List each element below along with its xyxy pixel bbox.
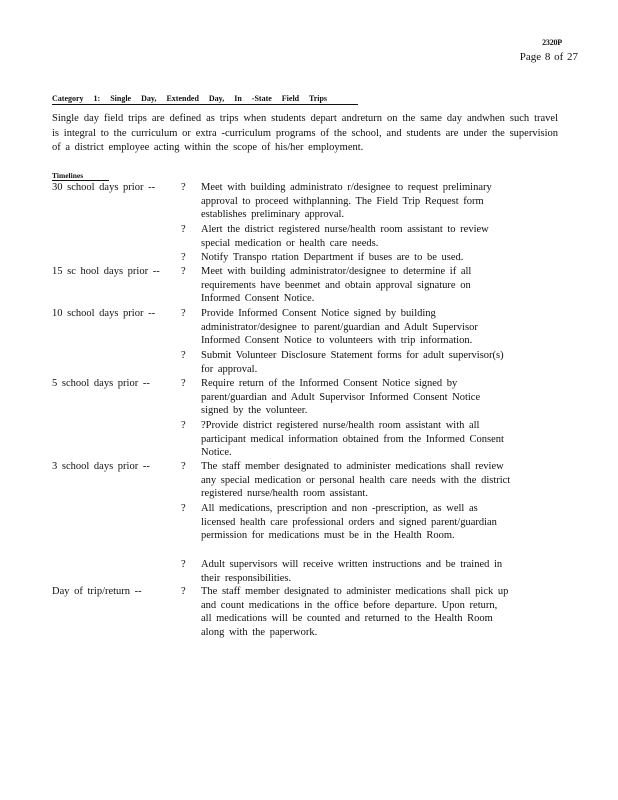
timeline-label: 3 school days prior -- bbox=[52, 461, 150, 472]
item-text: Meet with building administrato r/designee to request preliminary approval to proceed withplanning. The Field Trip Request form establishes preliminary approval. bbox=[201, 182, 492, 220]
bullet-mark: ? bbox=[181, 586, 186, 597]
timeline-label: 10 school days prior -- bbox=[52, 308, 156, 319]
item-text: Provide Informed Consent Notice signed by building administrator/designee to parent/guardian and Adult Supervisor Informed Consent Notice to volunteers with trip information. bbox=[201, 308, 478, 346]
document-code: 2320P bbox=[542, 38, 562, 47]
item-text: Meet with building administrator/designee to determine if all requirements have beenmet and obtain approval signature on Informed Consent Notice. bbox=[201, 266, 472, 304]
bullet-mark: ? bbox=[181, 224, 186, 235]
bullet-mark: ? bbox=[181, 182, 186, 193]
intro-paragraph: Single day field trips are defined as trips when students depart andreturn on the same day andwhen such travel is integral to the curriculum or extra -curriculum programs of the school, and students are under the supervision of a district employee acting within the scope of his/her employment. bbox=[52, 113, 558, 153]
item-text: Adult supervisors will receive written instructions and be trained in their responsibilities. bbox=[201, 559, 503, 584]
item-text: Notify Transpo rtation Department if buses are to be used. bbox=[201, 252, 464, 263]
item-text: All medications, prescription and non -prescription, as well as licensed health care professional orders and signed parent/guardian permission for medications must be in the Health Room. bbox=[201, 503, 497, 541]
page-number: Page 8 of 27 bbox=[519, 51, 578, 63]
item-text: The staff member designated to administer medications shall pick up and count medications in the office before departure. Upon return, all medications will be counted and returned to the Health Room along with the paperwork. bbox=[201, 586, 509, 638]
bullet-mark: ? bbox=[181, 503, 186, 514]
item-text: Submit Volunteer Disclosure Statement forms for adult supervisor(s) for approval. bbox=[201, 350, 504, 375]
bullet-mark: ? bbox=[181, 378, 186, 389]
timelines-heading: Timelines bbox=[52, 171, 109, 181]
category-heading: Category 1: Single Day, Extended Day, In -State Field Trips bbox=[52, 94, 358, 105]
item-text: ?Provide district registered nurse/health room assistant with all participant medical information obtained from the Informed Consent Notice. bbox=[201, 420, 504, 458]
bullet-mark: ? bbox=[181, 308, 186, 319]
timeline-label: 5 school days prior -- bbox=[52, 378, 150, 389]
bullet-mark: ? bbox=[181, 350, 186, 361]
bullet-mark: ? bbox=[181, 420, 186, 431]
timeline-label: 30 school days prior -- bbox=[52, 182, 156, 193]
timeline-label: Day of trip/return -- bbox=[52, 586, 142, 597]
bullet-mark: ? bbox=[181, 266, 186, 277]
item-text: Alert the district registered nurse/health room assistant to review special medication or health care needs. bbox=[201, 224, 489, 249]
item-text: The staff member designated to administer medications shall review any special medication or personal health care needs with the district registered nurse/health room assistant. bbox=[201, 461, 511, 499]
timeline-label: 15 sc hool days prior -- bbox=[52, 266, 160, 277]
bullet-mark: ? bbox=[181, 461, 186, 472]
bullet-mark: ? bbox=[181, 559, 186, 570]
bullet-mark: ? bbox=[181, 252, 186, 263]
item-text: Require return of the Informed Consent Notice signed by parent/guardian and Adult Supervisor Informed Consent Notice signed by the volunteer. bbox=[201, 378, 481, 416]
